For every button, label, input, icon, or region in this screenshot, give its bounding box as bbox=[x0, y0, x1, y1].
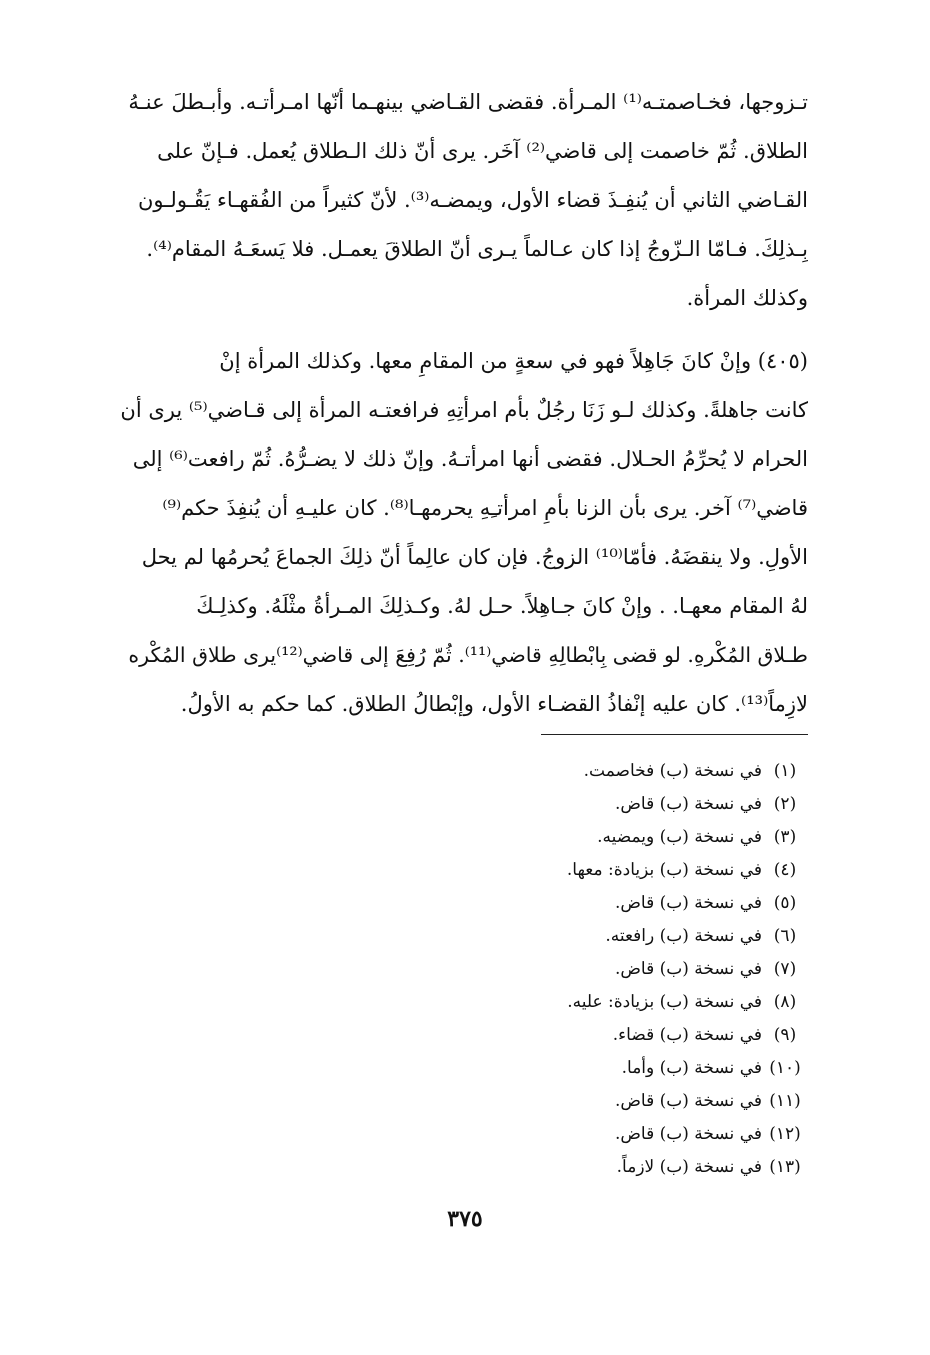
footnote-item bbox=[567, 1151, 808, 1184]
footnote-number: (١٠) bbox=[769, 1058, 801, 1078]
footnote-text: في نسخة (ب) بزيادة: معها. bbox=[566, 860, 762, 880]
text-line: لازِماً⁽¹³⁾. كان عليه إنْفاذُ القضـاء الأول، وإبْطالُ الطلاق. كما حكم به الأولُ. bbox=[180, 692, 808, 716]
footnote-number: (٣) bbox=[773, 827, 797, 847]
paragraph-1 bbox=[118, 78, 808, 323]
footnote-text: في نسخة (ب) لازماً. bbox=[616, 1157, 762, 1177]
footnote-item bbox=[567, 854, 808, 887]
footnote-item bbox=[567, 755, 808, 788]
text-line: الحرام لا يُحرِّمُ الحـلال. فقضى أنها امرأتـهُ. وإنّ ذلك لا يضـرُّهُ. ثُمّ رافعت⁽⁶⁾ إلى bbox=[132, 447, 808, 471]
text-line: قاضي⁽⁷⁾ آخر. يرى بأن الزنا بأمِ امرأتـِهِ يحرمهـا⁽⁸⁾. كان عليـهِ أن يُنفِذَ حكم⁽⁹⁾ bbox=[162, 496, 808, 520]
paragraph-gap bbox=[118, 323, 808, 337]
text-line: لهُ المقام معهـا. . وإنْ كانَ جـاهِلاً. حـل لهُ. وكـذلِكَ المـرأةُ مثْلَهُ. وكذلِـكَ bbox=[196, 594, 808, 618]
footnote-number: (٨) bbox=[773, 992, 797, 1012]
footnote-number: (١١) bbox=[769, 1091, 801, 1111]
page-number: ٣٧٥ bbox=[447, 1206, 483, 1232]
footnote-item bbox=[567, 1052, 808, 1085]
paragraph-2 bbox=[118, 337, 808, 729]
footnote-text: في نسخة (ب) قاض. bbox=[614, 794, 762, 814]
footnote-number: (٢) bbox=[773, 794, 797, 814]
text-line: طـلاق المُكْرهِ. لو قضى بِابْطالِهِ قاضي⁽¹¹⁾. ثُمّ رُفِعَ إلى قاضي⁽¹²⁾يرى طلاق المُكْره bbox=[128, 643, 808, 667]
footnotes-list bbox=[567, 755, 808, 1184]
footnote-item bbox=[567, 1085, 808, 1118]
footnote-item bbox=[567, 953, 808, 986]
text-line: بِـذلِكَ. فـامّا الـزّوجُ إذا كان عـالماً يـرى أنّ الطلاقَ يعمـل. فلا يَسعَـهُ المقام⁽⁴⁾. bbox=[146, 237, 808, 261]
footnote-number: (٥) bbox=[773, 893, 797, 913]
footnote-item bbox=[567, 887, 808, 920]
footnote-text: في نسخة (ب) قضاء. bbox=[612, 1025, 762, 1045]
text-line: كانت جاهلةً. وكذلك لـو زَنَا رجُلٌ بأم امرأتِهِ فرافعتـه المرأة إلى قـاضي⁽⁵⁾ يرى أن bbox=[120, 398, 808, 422]
footnote-number: (٤) bbox=[773, 860, 797, 880]
footnote-text: في نسخة (ب) بزيادة: عليه. bbox=[567, 992, 762, 1012]
footnote-item bbox=[567, 821, 808, 854]
text-line: الطلاق. ثُمّ خاصمت إلى قاضي⁽²⁾ آخَر. يرى أنّ ذلك الـطلاق يُعمل. فـإنّ على bbox=[157, 139, 808, 163]
footnote-number: (١) bbox=[773, 761, 797, 781]
footnote-text: في نسخة (ب) قاض. bbox=[614, 1091, 762, 1111]
footnote-text: في نسخة (ب) قاض. bbox=[614, 893, 762, 913]
footnote-text: في نسخة (ب) رافعته. bbox=[605, 926, 762, 946]
footnote-number: (٧) bbox=[773, 959, 797, 979]
text-line: وكذلك المرأة. bbox=[686, 286, 808, 310]
text-line: القـاضي الثاني أن يُنفِـذَ قضاء الأول، ويمضـه⁽³⁾. لأنّ كثيراً من الفُقهـاء يَقُـولـون bbox=[138, 188, 808, 212]
footnote-text: في نسخة (ب) ويمضيه. bbox=[597, 827, 762, 847]
footnote-item bbox=[567, 1019, 808, 1052]
footnote-text: في نسخة (ب) وأما. bbox=[621, 1058, 762, 1078]
text-line: (٤٠٥) وإنْ كانَ جَاهِلاً فهو في سعةٍ من المقامِ معها. وكذلك المرأة إنْ bbox=[219, 349, 808, 373]
footnote-text: في نسخة (ب) فخاصمت. bbox=[583, 761, 762, 781]
footnote-divider bbox=[541, 734, 808, 735]
text-line: تـزوجها، فخـاصمتـه⁽¹⁾ المـرأة. فقضى القـاضي بينهـما أنّها امـرأتـه. وأبـطلَ عنـهُ bbox=[128, 90, 808, 114]
text-line: الأولِ. ولا ينقضَهُ. فأمّا⁽¹⁰⁾ الزوجُ. فإن كان عالِماً أنّ ذلِكَ الجماعَ يُحرمُها لم يحل bbox=[141, 545, 808, 569]
footnote-number: (٦) bbox=[773, 926, 797, 946]
footnote-number: (١٣) bbox=[769, 1157, 801, 1177]
footnote-text: في نسخة (ب) قاض. bbox=[614, 959, 762, 979]
footnote-item bbox=[567, 986, 808, 1019]
footnote-text: في نسخة (ب) قاض. bbox=[614, 1124, 762, 1144]
footnote-item bbox=[567, 1118, 808, 1151]
footnote-item bbox=[567, 788, 808, 821]
main-text bbox=[118, 78, 808, 729]
footnote-item bbox=[567, 920, 808, 953]
footnote-number: (٩) bbox=[773, 1025, 797, 1045]
footnote-number: (١٢) bbox=[769, 1124, 801, 1144]
